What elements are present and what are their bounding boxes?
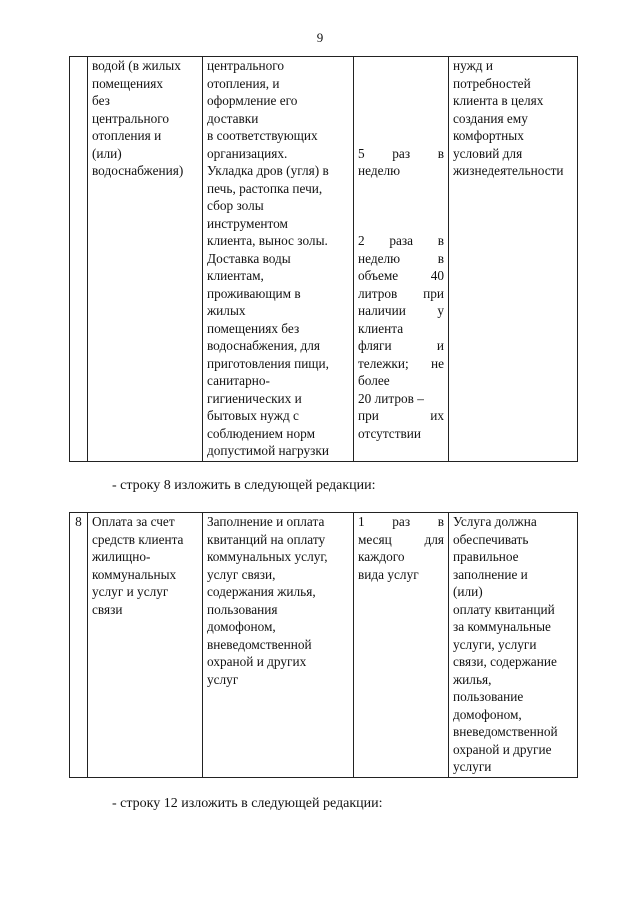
text-line: нужд и bbox=[453, 58, 493, 73]
page-number: 9 bbox=[316, 30, 324, 45]
text-line: бытовых нужд с bbox=[207, 408, 299, 423]
text-line: условий для bbox=[453, 145, 523, 161]
text-line: охраной и других bbox=[207, 654, 307, 669]
text-line: за коммунальные bbox=[453, 619, 551, 634]
text-line: жилья, bbox=[453, 671, 492, 687]
text-line: (или) bbox=[92, 145, 122, 161]
text-line bbox=[358, 407, 444, 425]
text-line: заполнение и bbox=[453, 566, 528, 582]
text-line: оплату квитанций bbox=[453, 601, 555, 617]
word: в bbox=[437, 145, 444, 161]
cell-goal bbox=[449, 57, 578, 462]
word: раз bbox=[392, 514, 411, 529]
text-line: услуги, услуги bbox=[453, 636, 537, 652]
text-line bbox=[358, 513, 444, 531]
text-line: Услуга должна bbox=[453, 514, 537, 529]
word: у bbox=[437, 303, 444, 318]
word: отсутствии bbox=[358, 425, 422, 441]
table-row-8 bbox=[69, 512, 578, 778]
text-line: правильное bbox=[453, 549, 519, 564]
word: в bbox=[437, 250, 444, 266]
text-line: Доставка воды bbox=[207, 250, 291, 266]
text-line: связи, содержание bbox=[453, 654, 557, 669]
cell-frequency bbox=[354, 513, 449, 778]
word: в bbox=[437, 233, 444, 248]
word: неделю bbox=[358, 163, 401, 178]
text-line: допустимой нагрузки bbox=[207, 443, 329, 458]
text-line: в соответствующих bbox=[207, 128, 318, 143]
cell-goal bbox=[449, 513, 578, 778]
word: для bbox=[424, 531, 444, 547]
cell-frequency bbox=[354, 57, 449, 462]
word: вида услуг bbox=[358, 566, 419, 582]
word: наличии bbox=[358, 303, 406, 318]
text-line: квитанций на оплату bbox=[207, 531, 326, 547]
text-line: (или) bbox=[453, 584, 483, 599]
text-line: средств клиента bbox=[92, 531, 184, 547]
word: при bbox=[358, 408, 379, 423]
text-line: Заполнение и оплата bbox=[207, 514, 325, 529]
word: каждого bbox=[358, 549, 405, 564]
word: 1 bbox=[358, 514, 365, 529]
cell-service-name bbox=[88, 513, 203, 778]
text-line bbox=[358, 425, 444, 443]
text-line: Укладка дров (угля) в bbox=[207, 163, 329, 178]
text-line bbox=[358, 302, 444, 320]
word: в bbox=[437, 514, 444, 529]
text-line bbox=[358, 250, 444, 268]
table-continuation bbox=[69, 56, 578, 462]
text-line: центрального bbox=[207, 58, 285, 73]
text-line: связи bbox=[92, 601, 123, 617]
text-line: отопления, и bbox=[207, 75, 280, 91]
text-line: помещениях без bbox=[207, 320, 300, 336]
word: месяц bbox=[358, 531, 392, 547]
word: 2 bbox=[358, 233, 365, 248]
text-line: отопления и bbox=[92, 128, 162, 143]
text-line: оформление его bbox=[207, 93, 298, 108]
text-line: доставки bbox=[207, 110, 259, 126]
word: не bbox=[430, 355, 444, 371]
text-line: без bbox=[92, 93, 110, 108]
word: более bbox=[358, 373, 390, 388]
table-row bbox=[70, 57, 578, 462]
text-line: пользования bbox=[207, 601, 278, 617]
text-line: содержания жилья, bbox=[207, 584, 316, 599]
text-line bbox=[358, 531, 444, 549]
text-line: услуг bbox=[207, 671, 239, 687]
text-line: услуги bbox=[453, 759, 492, 774]
word: 40 bbox=[430, 268, 444, 283]
text-line: центрального bbox=[92, 110, 170, 126]
text-line: соблюдением норм bbox=[207, 425, 316, 441]
text-line: потребностей bbox=[453, 75, 531, 91]
word: клиента bbox=[358, 320, 404, 336]
cell-service-content bbox=[203, 57, 354, 462]
text-line: жизнедеятельности bbox=[453, 163, 564, 178]
text-line: клиентам, bbox=[207, 268, 264, 283]
text-line: жилищно- bbox=[92, 549, 151, 564]
cell-number: 8 bbox=[70, 513, 88, 778]
cell-service-name bbox=[88, 57, 203, 462]
text-line: сбор золы bbox=[207, 198, 264, 213]
text-line bbox=[358, 285, 444, 303]
text-line: организациях. bbox=[207, 145, 288, 161]
word: при bbox=[423, 285, 444, 301]
text-line bbox=[358, 162, 444, 180]
text-line bbox=[358, 320, 444, 338]
word: объеме bbox=[358, 268, 399, 283]
text-line: санитарно- bbox=[207, 373, 270, 388]
text-line: инструментом bbox=[207, 215, 288, 231]
word: фляги bbox=[358, 338, 392, 353]
text-line: водой (в жилых bbox=[92, 58, 181, 73]
cell-service-content bbox=[203, 513, 354, 778]
text-line: коммунальных bbox=[92, 566, 177, 582]
word: неделю bbox=[358, 250, 401, 266]
text-line: коммунальных услуг, bbox=[207, 549, 328, 564]
amendment-note-row-8: - строку 8 изложить в следующей редакции: bbox=[112, 478, 376, 493]
text-line: печь, растопка печи, bbox=[207, 180, 323, 196]
word: раза bbox=[389, 233, 414, 248]
word: тележки; bbox=[358, 355, 409, 371]
word: их bbox=[430, 408, 444, 423]
text-line: гигиенических и bbox=[207, 390, 302, 406]
text-line: охраной и другие bbox=[453, 741, 552, 757]
text-line: комфортных bbox=[453, 128, 524, 143]
text-line: приготовления пищи, bbox=[207, 355, 329, 371]
cell-number bbox=[70, 57, 88, 462]
text-line bbox=[358, 267, 444, 285]
text-line bbox=[358, 355, 444, 373]
text-line: пользование bbox=[453, 689, 524, 704]
text-line: создания ему bbox=[453, 110, 528, 126]
word: литров bbox=[358, 285, 398, 301]
text-line: клиента в целях bbox=[453, 93, 544, 108]
text-line bbox=[358, 372, 444, 390]
text-line bbox=[358, 145, 444, 163]
text-line: вневедомственной bbox=[207, 636, 312, 652]
text-line: услуг и услуг bbox=[92, 584, 169, 599]
table-row bbox=[70, 513, 578, 778]
text-line: водоснабжения) bbox=[92, 163, 184, 178]
text-line: Оплата за счет bbox=[92, 514, 175, 529]
amendment-note-row-12: - строку 12 изложить в следующей редакции: bbox=[112, 796, 383, 811]
word: 20 литров – bbox=[358, 390, 424, 406]
text-line: домофоном, bbox=[207, 619, 276, 634]
text-line: проживающим в bbox=[207, 285, 301, 301]
text-line: помещениях bbox=[92, 75, 163, 91]
text-line bbox=[358, 337, 444, 355]
text-line: клиента, вынос золы. bbox=[207, 233, 328, 248]
text-line: обеспечивать bbox=[453, 531, 529, 547]
word: и bbox=[436, 338, 444, 353]
text-line: жилых bbox=[207, 303, 246, 318]
text-line bbox=[358, 548, 444, 566]
text-line: вневедомственной bbox=[453, 724, 558, 739]
text-line bbox=[358, 232, 444, 250]
text-line bbox=[358, 566, 444, 584]
text-line: услуг связи, bbox=[207, 566, 276, 582]
text-line: водоснабжения, для bbox=[207, 338, 320, 353]
word: раз bbox=[392, 145, 411, 161]
word: 5 bbox=[358, 145, 365, 161]
text-line: домофоном, bbox=[453, 706, 522, 722]
text-line bbox=[358, 390, 444, 408]
